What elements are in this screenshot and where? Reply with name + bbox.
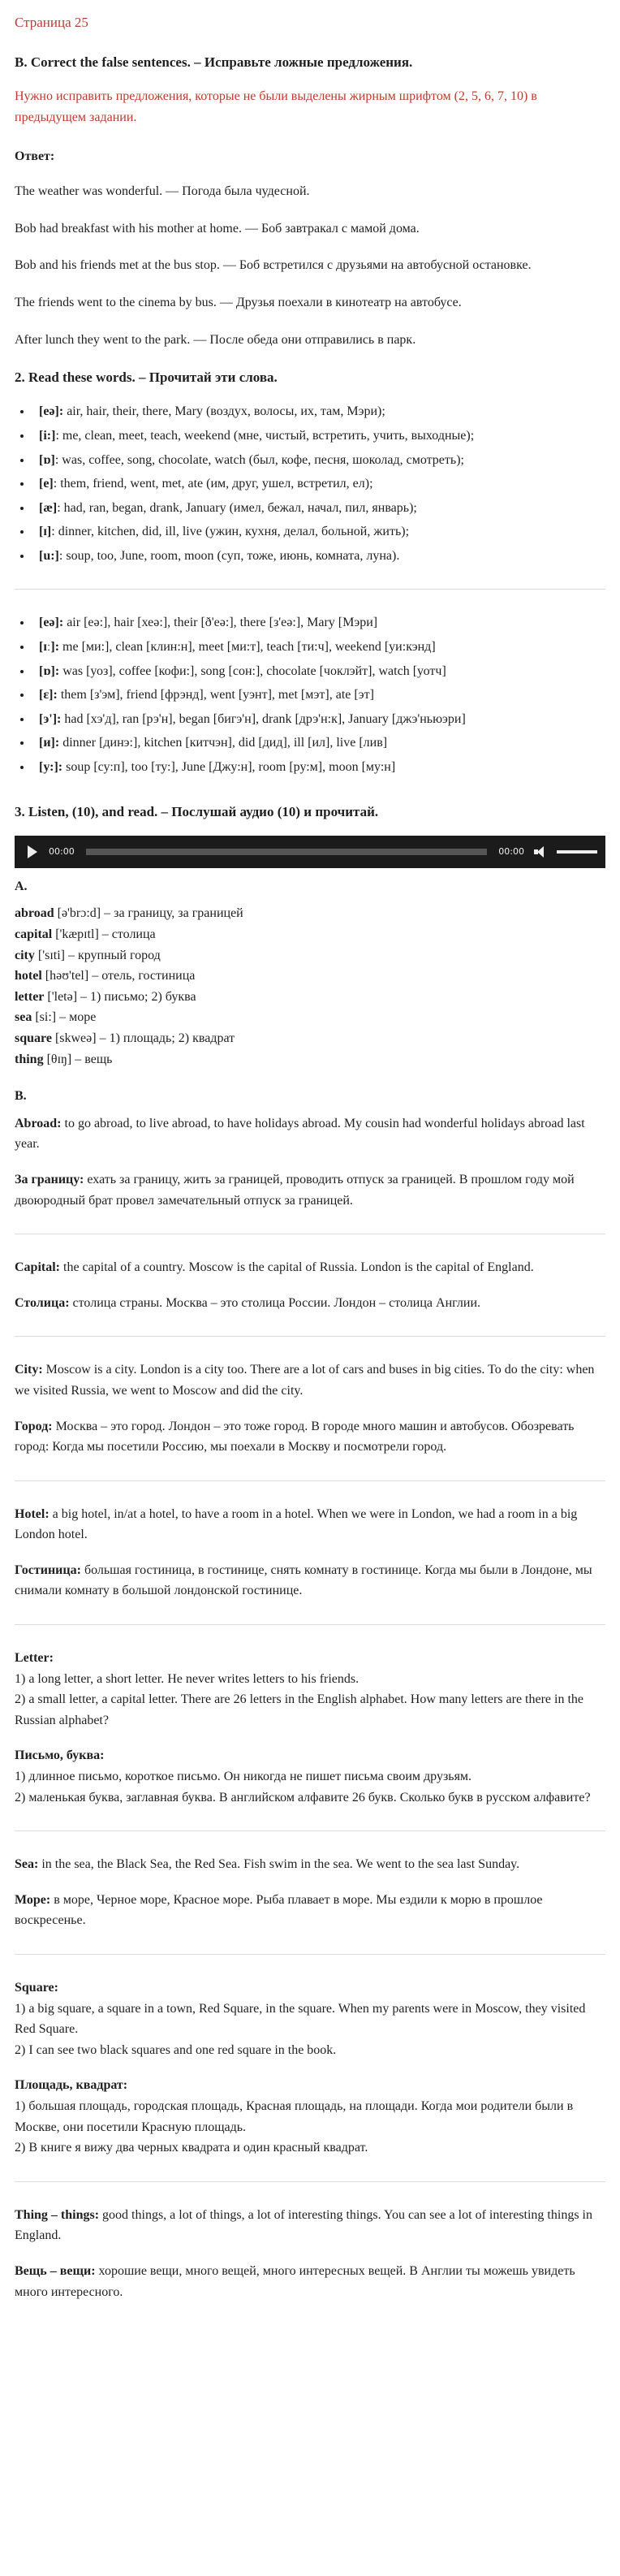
block-en: Abroad: to go abroad, to live abroad, to have holidays abroad. My cousin had wonderful holidays abroad last year. (15, 1116, 585, 1152)
vocab-item: sea [si:] – море (15, 1010, 97, 1025)
list-item: • [ɛ]: them [з'эм], friend [фрэнд], went [уэнт], met [мэт], ate [эт] (32, 685, 605, 706)
block-en: Letter: 1) a long letter, a short letter. He never writes letters to his friends. 2) a small letter, a capital letter. There are 26 letters in the English alphabet. How many letters are there in the Russian alphabet? (15, 1651, 584, 1727)
divider (15, 1830, 605, 1831)
block-en: Thing – things: good things, a lot of things, a lot of interesting things. You can see a lot of interesting things in England. (15, 2207, 592, 2243)
answer-label: Ответ: (15, 149, 55, 163)
divider (15, 2181, 605, 2182)
vocab-item: letter ['letə] – 1) письмо; 2) буква (15, 989, 196, 1004)
word-block-letter (15, 1648, 605, 1808)
divider (15, 1336, 605, 1337)
list-item: • [i:]: me, clean, meet, teach, weekend (мне, чистый, встретить, учить, выходные); (32, 426, 605, 447)
vocab-item: city ['sɪti] – крупный город (15, 948, 161, 962)
list-item: • [u:]: soup, too, June, room, moon (суп, тоже, июнь, комната, луна). (32, 546, 605, 567)
divider (15, 1480, 605, 1481)
part-a-label: A. (15, 879, 28, 893)
block-ru: Площадь, квадрат: 1) большая площадь, городская площадь, Красная площадь, на площади. Когда мои родители были в Москве, они посетили Красную площадь. 2) В книге я вижу два черных квадрата и один красный квадрат. (15, 2078, 574, 2155)
audio-time-total: 00:00 (498, 846, 524, 858)
block-ru: Вещь – вещи: хорошие вещи, много вещей, много интересных вещей. В Англии ты можешь увидеть много интересного. (15, 2263, 575, 2299)
volume-slider[interactable] (557, 850, 597, 854)
block-ru: Столица: столица страны. Москва – это столица России. Лондон – столица Англии. (15, 1295, 480, 1310)
block-ru: Гостиница: большая гостиница, в гостинице, снять комнату в гостинице. Когда мы были в Лондоне, мы снимали комнату в большой лондонской гостинице. (15, 1562, 592, 1598)
block-en: Hotel: a big hotel, in/at a hotel, to have a room in a hotel. When we were in London, we had a room in a big London hotel. (15, 1506, 578, 1542)
block-ru: Город: Москва – это город. Лондон – это тоже город. В городе много машин и автобусов. Обозревать город: Когда мы посетили Россию, мы поехали в Москву и посмотрели город. (15, 1419, 575, 1454)
list-item: • [ɒ]: was, coffee, song, chocolate, watch (был, кофе, песня, шоколад, смотреть); (32, 450, 605, 471)
section-3-title: 3. Listen, (10), and read. – Послушай аудио (10) и прочитай. (15, 803, 379, 819)
list-item: • [æ]: had, ran, began, drank, January (имел, бежал, начал, пил, январь); (32, 498, 605, 519)
list-item: • [eə]: air, hair, their, there, Mary (воздух, волосы, их, там, Мэри); (32, 401, 605, 422)
list-item: • [ɪ]: dinner, kitchen, did, ill, live (ужин, кухня, делал, больной, жить); (32, 521, 605, 542)
block-en: Capital: the capital of a country. Moscow is the capital of Russia. London is the capital of England. (15, 1260, 534, 1275)
part-b-label: B. (15, 1089, 27, 1104)
answer-sentence: Bob had breakfast with his mother at home. — Боб завтракал с мамой дома. (15, 221, 420, 236)
section-b-title: B. Correct the false sentences. – Исправьте ложные предложения. (15, 54, 413, 71)
answer-sentence: Bob and his friends met at the bus stop. — Боб встретился с друзьями на автобусной остановке. (15, 258, 532, 273)
vocab-item: thing [θɪŋ] – вещь (15, 1052, 113, 1066)
word-block-square (15, 1977, 605, 2159)
block-ru: Письмо, буква: 1) длинное письмо, короткое письмо. Он никогда не пишет письма своим друзьям. 2) маленькая буква, заглавная буква. В английском алфавите 26 букв. Сколько букв в русском алфавите? (15, 1748, 591, 1804)
word-block-hotel (15, 1504, 605, 1601)
section-b-note: Нужно исправить предложения, которые не были выделены жирным шрифтом (2, 5, 6, 7, 10) в предыдущем задании. (15, 89, 537, 124)
volume-icon[interactable] (534, 846, 549, 858)
vocab-item: square [skweə] – 1) площадь; 2) квадрат (15, 1031, 235, 1045)
word-block-thing (15, 2205, 605, 2302)
vocab-item: hotel [həʊ'tel] – отель, гостиница (15, 969, 196, 983)
block-ru: За границу: ехать за границу, жить за границей, проводить отпуск за границей. В прошлом году мой двоюродный брат провел замечательный отпуск за границей. (15, 1172, 575, 1208)
word-block-city (15, 1359, 605, 1457)
word-block-abroad (15, 1113, 605, 1211)
page-number: Страница 25 (15, 15, 88, 30)
list-item: • [э']: had [хэ'д], ran [рэ'н], began [бигэ'н], drank [дрэ'н:к], January [джэ'ньюэри] (32, 709, 605, 730)
block-ru: Море: в море, Черное море, Красное море. Рыба плавает в море. Мы ездили к морю в прошлое воскресенье. (15, 1892, 543, 1928)
answer-sentence: The weather was wonderful. — Погода была чудесной. (15, 184, 310, 199)
vocab-item: abroad [ə'brɔ:d] – за границу, за границей (15, 906, 243, 921)
audio-time-current: 00:00 (49, 846, 75, 858)
divider (15, 589, 605, 590)
block-en: Square: 1) a big square, a square in a town, Red Square, in the square. When my parents were in Moscow, they visited Red Square. 2) I can see two black squares and one red square in the book. (15, 1981, 586, 2057)
sound-list-2 (15, 612, 605, 777)
section-2-title: 2. Read these words. – Прочитай эти слова. (15, 370, 278, 386)
list-item: • [и]: dinner [динэ:], kitchen [китчэн], did [дид], ill [ил], live [лив] (32, 733, 605, 754)
audio-player (15, 836, 605, 868)
audio-progress-bar[interactable] (86, 849, 488, 855)
vocab-list (15, 903, 605, 1070)
divider (15, 1624, 605, 1625)
play-icon[interactable] (28, 845, 37, 858)
list-item: • [eə]: air [eə:], hair [хеə:], their [ð'eə:], there [з'eə:], Mary [Мэри] (32, 612, 605, 633)
divider (15, 1954, 605, 1955)
word-block-sea (15, 1854, 605, 1931)
answer-sentence: The friends went to the cinema by bus. — Друзья поехали в кинотеатр на автобусе. (15, 295, 462, 309)
vocab-item: capital ['kæpɪtl] – столица (15, 927, 156, 941)
sound-list-1 (15, 401, 605, 566)
list-item: • [ɒ]: was [уоз], coffee [кофи:], song [сон:], chocolate [чоклэйт], watch [уотч] (32, 661, 605, 682)
word-block-capital (15, 1257, 605, 1313)
answer-sentence: After lunch they went to the park. — После обеда они отправились в парк. (15, 332, 416, 347)
block-en: City: Moscow is a city. London is a city too. There are a lot of cars and buses in big cities. To do the city: when we visited Russia, we went to Moscow and did the city. (15, 1363, 595, 1398)
list-item: • [ɪː]: me [ми:], clean [клин:н], meet [ми:т], teach [ти:ч], weekend [уи:кэнд] (32, 637, 605, 658)
list-item: • [e]: them, friend, went, met, ate (им, друг, ушел, встретил, ел); (32, 473, 605, 495)
block-en: Sea: in the sea, the Black Sea, the Red Sea. Fish swim in the sea. We went to the sea last Sunday. (15, 1857, 520, 1872)
list-item: • [у:]: soup [су:п], too [ту:], June [Джу:н], room [ру:м], moon [му:н] (32, 757, 605, 778)
